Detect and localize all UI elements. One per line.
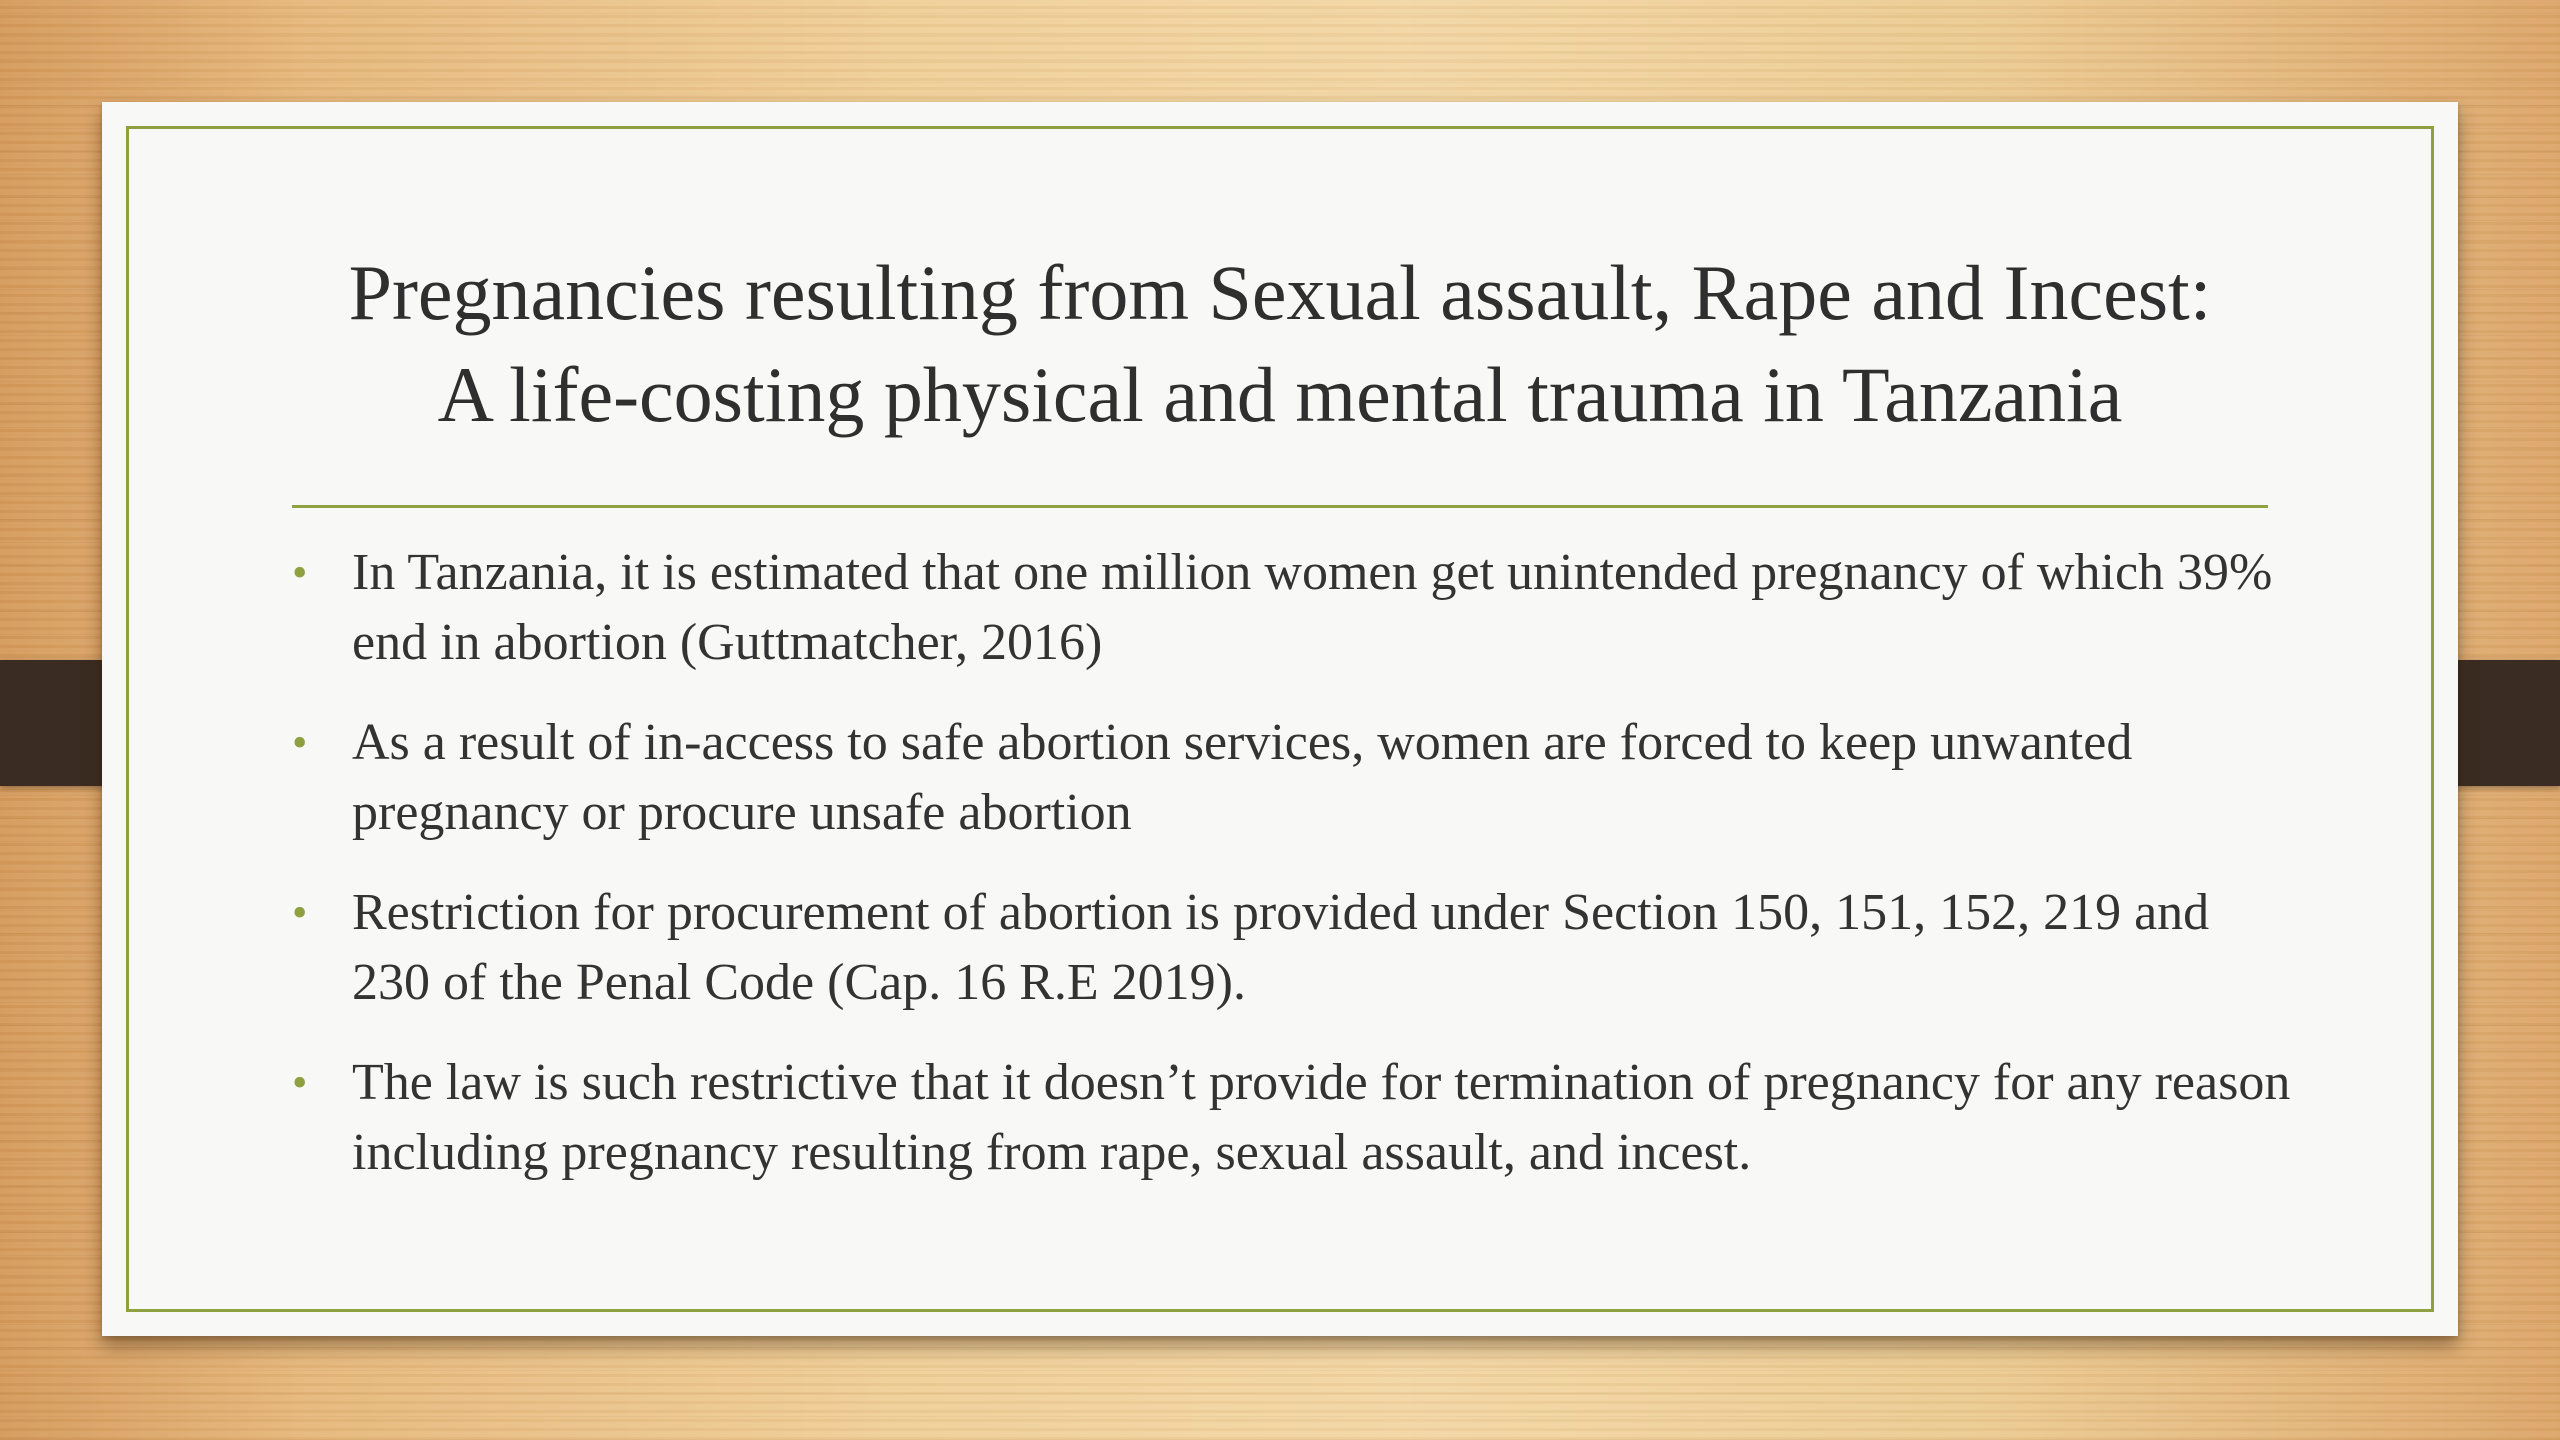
bullet-dot-icon: • (292, 718, 308, 767)
bullet-item (292, 538, 2298, 678)
bullet-text: Restriction for procurement of abortion is provided under Section 150, 151, 152, 219 and 230 of the Penal Code (Cap. 16 R.E 2019). (352, 884, 2210, 1011)
bullet-item (292, 708, 2298, 848)
slide-title-line-1: Pregnancies resulting from Sexual assault, Rape and Incest: (348, 249, 2212, 336)
bullet-text: As a result of in-access to safe abortion services, women are forced to keep unwanted pregnancy or procure unsafe abortion (352, 714, 2133, 841)
bullet-item (292, 878, 2298, 1018)
slide-title-line-2: A life-costing physical and mental trauma in Tanzania (437, 351, 2123, 438)
bullet-item (292, 1048, 2298, 1188)
bullet-dot-icon: • (292, 548, 308, 597)
slide (102, 102, 2458, 1336)
bullet-dot-icon: • (292, 1058, 308, 1107)
bullet-text: The law is such restrictive that it doesn’t provide for termination of pregnancy for any reason including pregnancy resulting from rape, sexual assault, and incest. (352, 1054, 2291, 1181)
slide-title (252, 242, 2308, 446)
title-divider (292, 505, 2268, 508)
bullet-text: In Tanzania, it is estimated that one million women get unintended pregnancy of which 39% end in abortion (Guttmatcher, 2016) (352, 544, 2273, 671)
bullet-list (292, 538, 2298, 1218)
bullet-dot-icon: • (292, 888, 308, 937)
